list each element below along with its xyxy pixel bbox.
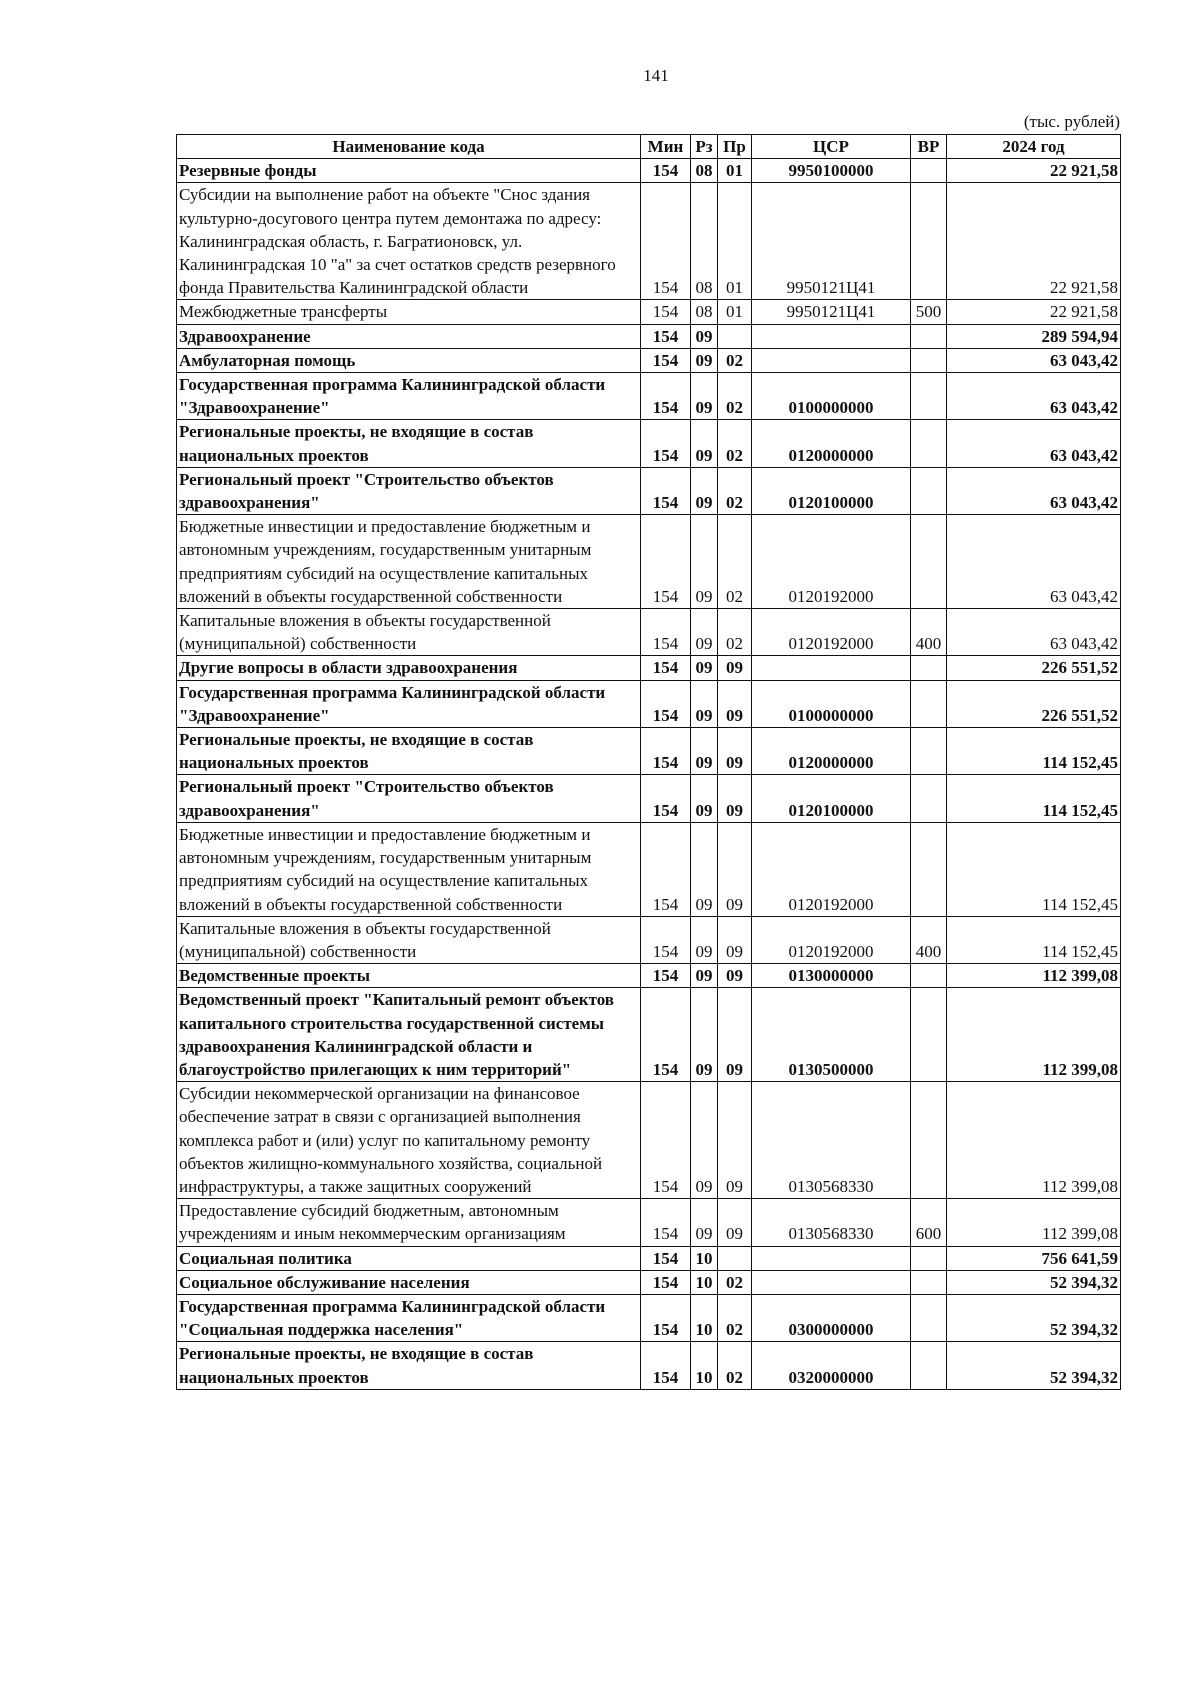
cell-min: 154 bbox=[641, 1246, 691, 1270]
cell-name: Социальное обслуживание населения bbox=[177, 1270, 641, 1294]
cell-amount: 52 394,32 bbox=[947, 1294, 1121, 1341]
cell-rz: 09 bbox=[691, 964, 718, 988]
cell-pr: 09 bbox=[718, 822, 752, 916]
cell-name: Региональный проект "Строительство объектов здравоохранения" bbox=[177, 467, 641, 514]
cell-amount: 63 043,42 bbox=[947, 373, 1121, 420]
table-row bbox=[177, 916, 1121, 963]
table-row bbox=[177, 300, 1121, 324]
header-rz: Рз bbox=[691, 135, 718, 159]
cell-rz: 09 bbox=[691, 988, 718, 1082]
cell-rz: 09 bbox=[691, 515, 718, 609]
cell-amount: 112 399,08 bbox=[947, 1199, 1121, 1246]
cell-csr bbox=[752, 1270, 911, 1294]
table-row bbox=[177, 420, 1121, 467]
cell-vr bbox=[911, 373, 947, 420]
cell-min: 154 bbox=[641, 775, 691, 822]
cell-amount: 63 043,42 bbox=[947, 467, 1121, 514]
cell-amount: 63 043,42 bbox=[947, 609, 1121, 656]
cell-name: Межбюджетные трансферты bbox=[177, 300, 641, 324]
cell-min: 154 bbox=[641, 183, 691, 300]
cell-vr bbox=[911, 728, 947, 775]
table-row bbox=[177, 822, 1121, 916]
cell-amount: 114 152,45 bbox=[947, 775, 1121, 822]
cell-csr: 0120192000 bbox=[752, 515, 911, 609]
cell-amount: 22 921,58 bbox=[947, 300, 1121, 324]
cell-csr: 0120000000 bbox=[752, 420, 911, 467]
table-row bbox=[177, 1082, 1121, 1199]
cell-rz: 09 bbox=[691, 656, 718, 680]
cell-pr bbox=[718, 324, 752, 348]
cell-rz: 10 bbox=[691, 1342, 718, 1389]
cell-vr bbox=[911, 467, 947, 514]
cell-pr: 02 bbox=[718, 420, 752, 467]
cell-min: 154 bbox=[641, 964, 691, 988]
cell-rz: 09 bbox=[691, 1082, 718, 1199]
cell-pr: 01 bbox=[718, 300, 752, 324]
table-row bbox=[177, 1199, 1121, 1246]
cell-min: 154 bbox=[641, 420, 691, 467]
cell-pr: 02 bbox=[718, 1270, 752, 1294]
cell-vr bbox=[911, 775, 947, 822]
cell-rz: 08 bbox=[691, 300, 718, 324]
cell-rz: 09 bbox=[691, 728, 718, 775]
cell-name: Региональный проект "Строительство объектов здравоохранения" bbox=[177, 775, 641, 822]
cell-name: Государственная программа Калининградской области "Здравоохранение" bbox=[177, 680, 641, 727]
cell-min: 154 bbox=[641, 609, 691, 656]
cell-pr: 02 bbox=[718, 1294, 752, 1341]
cell-vr bbox=[911, 515, 947, 609]
cell-min: 154 bbox=[641, 822, 691, 916]
table-row bbox=[177, 1270, 1121, 1294]
cell-csr: 0130568330 bbox=[752, 1082, 911, 1199]
cell-min: 154 bbox=[641, 728, 691, 775]
cell-name: Предоставление субсидий бюджетным, автономным учреждениям и иным некоммерческим организациям bbox=[177, 1199, 641, 1246]
table-row bbox=[177, 324, 1121, 348]
cell-amount: 289 594,94 bbox=[947, 324, 1121, 348]
cell-rz: 09 bbox=[691, 1199, 718, 1246]
cell-min: 154 bbox=[641, 515, 691, 609]
cell-name: Ведомственный проект "Капитальный ремонт объектов капитального строительства государственной системы здравоохранения Калининградской области и благоустройство прилегающих к ним территорий" bbox=[177, 988, 641, 1082]
table-row bbox=[177, 609, 1121, 656]
table-row bbox=[177, 159, 1121, 183]
cell-pr: 02 bbox=[718, 467, 752, 514]
budget-table bbox=[176, 134, 1121, 1390]
cell-amount: 52 394,32 bbox=[947, 1270, 1121, 1294]
cell-amount: 114 152,45 bbox=[947, 728, 1121, 775]
cell-rz: 10 bbox=[691, 1270, 718, 1294]
cell-pr: 09 bbox=[718, 728, 752, 775]
cell-pr: 02 bbox=[718, 373, 752, 420]
table-row bbox=[177, 348, 1121, 372]
cell-pr: 09 bbox=[718, 680, 752, 727]
cell-name: Амбулаторная помощь bbox=[177, 348, 641, 372]
cell-pr: 09 bbox=[718, 916, 752, 963]
cell-name: Бюджетные инвестиции и предоставление бюджетным и автономным учреждениям, государственным унитарным предприятиям субсидий на осуществление капитальных вложений в объекты государственной собственности bbox=[177, 822, 641, 916]
cell-rz: 10 bbox=[691, 1246, 718, 1270]
cell-vr bbox=[911, 183, 947, 300]
table-row bbox=[177, 1294, 1121, 1341]
cell-csr: 0120192000 bbox=[752, 822, 911, 916]
cell-pr: 09 bbox=[718, 964, 752, 988]
cell-pr: 01 bbox=[718, 159, 752, 183]
header-pr: Пр bbox=[718, 135, 752, 159]
cell-rz: 08 bbox=[691, 159, 718, 183]
cell-name: Государственная программа Калининградской области "Здравоохранение" bbox=[177, 373, 641, 420]
table-row bbox=[177, 515, 1121, 609]
cell-rz: 09 bbox=[691, 467, 718, 514]
table-row bbox=[177, 728, 1121, 775]
cell-vr bbox=[911, 324, 947, 348]
cell-rz: 08 bbox=[691, 183, 718, 300]
cell-min: 154 bbox=[641, 159, 691, 183]
cell-vr: 600 bbox=[911, 1199, 947, 1246]
cell-pr: 09 bbox=[718, 656, 752, 680]
cell-name: Ведомственные проекты bbox=[177, 964, 641, 988]
cell-csr: 0130000000 bbox=[752, 964, 911, 988]
table-row bbox=[177, 1246, 1121, 1270]
cell-rz: 09 bbox=[691, 916, 718, 963]
cell-amount: 226 551,52 bbox=[947, 656, 1121, 680]
cell-name: Резервные фонды bbox=[177, 159, 641, 183]
cell-pr: 09 bbox=[718, 775, 752, 822]
table-row bbox=[177, 373, 1121, 420]
cell-name: Региональные проекты, не входящие в состав национальных проектов bbox=[177, 1342, 641, 1389]
cell-csr: 0120192000 bbox=[752, 609, 911, 656]
cell-name: Капитальные вложения в объекты государственной (муниципальной) собственности bbox=[177, 916, 641, 963]
cell-amount: 52 394,32 bbox=[947, 1342, 1121, 1389]
header-vr: ВР bbox=[911, 135, 947, 159]
cell-vr bbox=[911, 159, 947, 183]
table-row bbox=[177, 680, 1121, 727]
cell-csr: 9950121Ц41 bbox=[752, 300, 911, 324]
cell-name: Здравоохранение bbox=[177, 324, 641, 348]
cell-vr bbox=[911, 964, 947, 988]
cell-csr: 0120100000 bbox=[752, 775, 911, 822]
cell-vr bbox=[911, 420, 947, 467]
cell-amount: 63 043,42 bbox=[947, 348, 1121, 372]
cell-min: 154 bbox=[641, 1270, 691, 1294]
cell-name: Капитальные вложения в объекты государственной (муниципальной) собственности bbox=[177, 609, 641, 656]
cell-name: Субсидии на выполнение работ на объекте "Снос здания культурно-досугового центра путем демонтажа по адресу: Калининградская область, г. Багратионовск, ул. Калининградская 10 "а" за счет остатков средств резервного фонда Правительства Калининградской области bbox=[177, 183, 641, 300]
cell-vr bbox=[911, 822, 947, 916]
cell-min: 154 bbox=[641, 300, 691, 324]
cell-pr: 09 bbox=[718, 1082, 752, 1199]
cell-min: 154 bbox=[641, 324, 691, 348]
cell-pr bbox=[718, 1246, 752, 1270]
cell-vr bbox=[911, 1294, 947, 1341]
cell-min: 154 bbox=[641, 373, 691, 420]
cell-vr bbox=[911, 1082, 947, 1199]
cell-amount: 22 921,58 bbox=[947, 159, 1121, 183]
cell-min: 154 bbox=[641, 1199, 691, 1246]
cell-vr bbox=[911, 988, 947, 1082]
cell-pr: 02 bbox=[718, 515, 752, 609]
table-row bbox=[177, 183, 1121, 300]
cell-vr bbox=[911, 1246, 947, 1270]
cell-name: Региональные проекты, не входящие в состав национальных проектов bbox=[177, 728, 641, 775]
cell-min: 154 bbox=[641, 656, 691, 680]
cell-csr bbox=[752, 656, 911, 680]
cell-pr: 01 bbox=[718, 183, 752, 300]
cell-rz: 09 bbox=[691, 348, 718, 372]
cell-rz: 10 bbox=[691, 1294, 718, 1341]
cell-name: Субсидии некоммерческой организации на финансовое обеспечение затрат в связи с организацией выполнения комплекса работ и (или) услуг по капитальному ремонту объектов жилищно-коммунального хозяйства, социальной инфраструктуры, а также защитных сооружений bbox=[177, 1082, 641, 1199]
cell-csr: 0130500000 bbox=[752, 988, 911, 1082]
cell-vr: 500 bbox=[911, 300, 947, 324]
cell-rz: 09 bbox=[691, 609, 718, 656]
cell-vr: 400 bbox=[911, 609, 947, 656]
cell-amount: 114 152,45 bbox=[947, 916, 1121, 963]
cell-pr: 02 bbox=[718, 348, 752, 372]
cell-csr: 0120000000 bbox=[752, 728, 911, 775]
table-row bbox=[177, 1342, 1121, 1389]
cell-amount: 226 551,52 bbox=[947, 680, 1121, 727]
cell-min: 154 bbox=[641, 988, 691, 1082]
cell-pr: 02 bbox=[718, 1342, 752, 1389]
cell-vr bbox=[911, 680, 947, 727]
cell-rz: 09 bbox=[691, 775, 718, 822]
cell-amount: 112 399,08 bbox=[947, 964, 1121, 988]
cell-vr bbox=[911, 1342, 947, 1389]
cell-name: Региональные проекты, не входящие в состав национальных проектов bbox=[177, 420, 641, 467]
cell-min: 154 bbox=[641, 680, 691, 727]
cell-amount: 63 043,42 bbox=[947, 420, 1121, 467]
cell-csr bbox=[752, 348, 911, 372]
cell-vr: 400 bbox=[911, 916, 947, 963]
cell-csr: 0130568330 bbox=[752, 1199, 911, 1246]
cell-csr: 0120100000 bbox=[752, 467, 911, 514]
units-label: (тыс. рублей) bbox=[1023, 112, 1120, 131]
header-csr: ЦСР bbox=[752, 135, 911, 159]
header-amount: 2024 год bbox=[947, 135, 1121, 159]
cell-vr bbox=[911, 656, 947, 680]
cell-rz: 09 bbox=[691, 680, 718, 727]
cell-csr: 9950121Ц41 bbox=[752, 183, 911, 300]
cell-pr: 09 bbox=[718, 1199, 752, 1246]
cell-amount: 63 043,42 bbox=[947, 515, 1121, 609]
cell-min: 154 bbox=[641, 1082, 691, 1199]
header-min: Мин bbox=[641, 135, 691, 159]
cell-amount: 114 152,45 bbox=[947, 822, 1121, 916]
cell-rz: 09 bbox=[691, 420, 718, 467]
cell-csr: 0100000000 bbox=[752, 373, 911, 420]
cell-amount: 756 641,59 bbox=[947, 1246, 1121, 1270]
cell-rz: 09 bbox=[691, 324, 718, 348]
cell-csr: 9950100000 bbox=[752, 159, 911, 183]
table-row bbox=[177, 656, 1121, 680]
cell-name: Бюджетные инвестиции и предоставление бюджетным и автономным учреждениям, государственным унитарным предприятиям субсидий на осуществление капитальных вложений в объекты государственной собственности bbox=[177, 515, 641, 609]
table-row bbox=[177, 964, 1121, 988]
cell-csr: 0120192000 bbox=[752, 916, 911, 963]
table-body bbox=[177, 159, 1121, 1390]
cell-name: Социальная политика bbox=[177, 1246, 641, 1270]
cell-min: 154 bbox=[641, 467, 691, 514]
table-row bbox=[177, 988, 1121, 1082]
cell-min: 154 bbox=[641, 1294, 691, 1341]
cell-csr: 0300000000 bbox=[752, 1294, 911, 1341]
cell-csr: 0100000000 bbox=[752, 680, 911, 727]
table-row bbox=[177, 467, 1121, 514]
table-row bbox=[177, 775, 1121, 822]
cell-vr bbox=[911, 1270, 947, 1294]
cell-rz: 09 bbox=[691, 373, 718, 420]
cell-min: 154 bbox=[641, 1342, 691, 1389]
page-number: 141 bbox=[643, 66, 669, 85]
cell-csr: 0320000000 bbox=[752, 1342, 911, 1389]
cell-csr bbox=[752, 324, 911, 348]
cell-amount: 112 399,08 bbox=[947, 988, 1121, 1082]
cell-min: 154 bbox=[641, 348, 691, 372]
table-header-row bbox=[177, 135, 1121, 159]
cell-amount: 22 921,58 bbox=[947, 183, 1121, 300]
header-name: Наименование кода bbox=[177, 135, 641, 159]
cell-pr: 09 bbox=[718, 988, 752, 1082]
cell-name: Другие вопросы в области здравоохранения bbox=[177, 656, 641, 680]
cell-rz: 09 bbox=[691, 822, 718, 916]
cell-min: 154 bbox=[641, 916, 691, 963]
cell-amount: 112 399,08 bbox=[947, 1082, 1121, 1199]
cell-pr: 02 bbox=[718, 609, 752, 656]
cell-vr bbox=[911, 348, 947, 372]
cell-name: Государственная программа Калининградской области "Социальная поддержка населения" bbox=[177, 1294, 641, 1341]
cell-csr bbox=[752, 1246, 911, 1270]
